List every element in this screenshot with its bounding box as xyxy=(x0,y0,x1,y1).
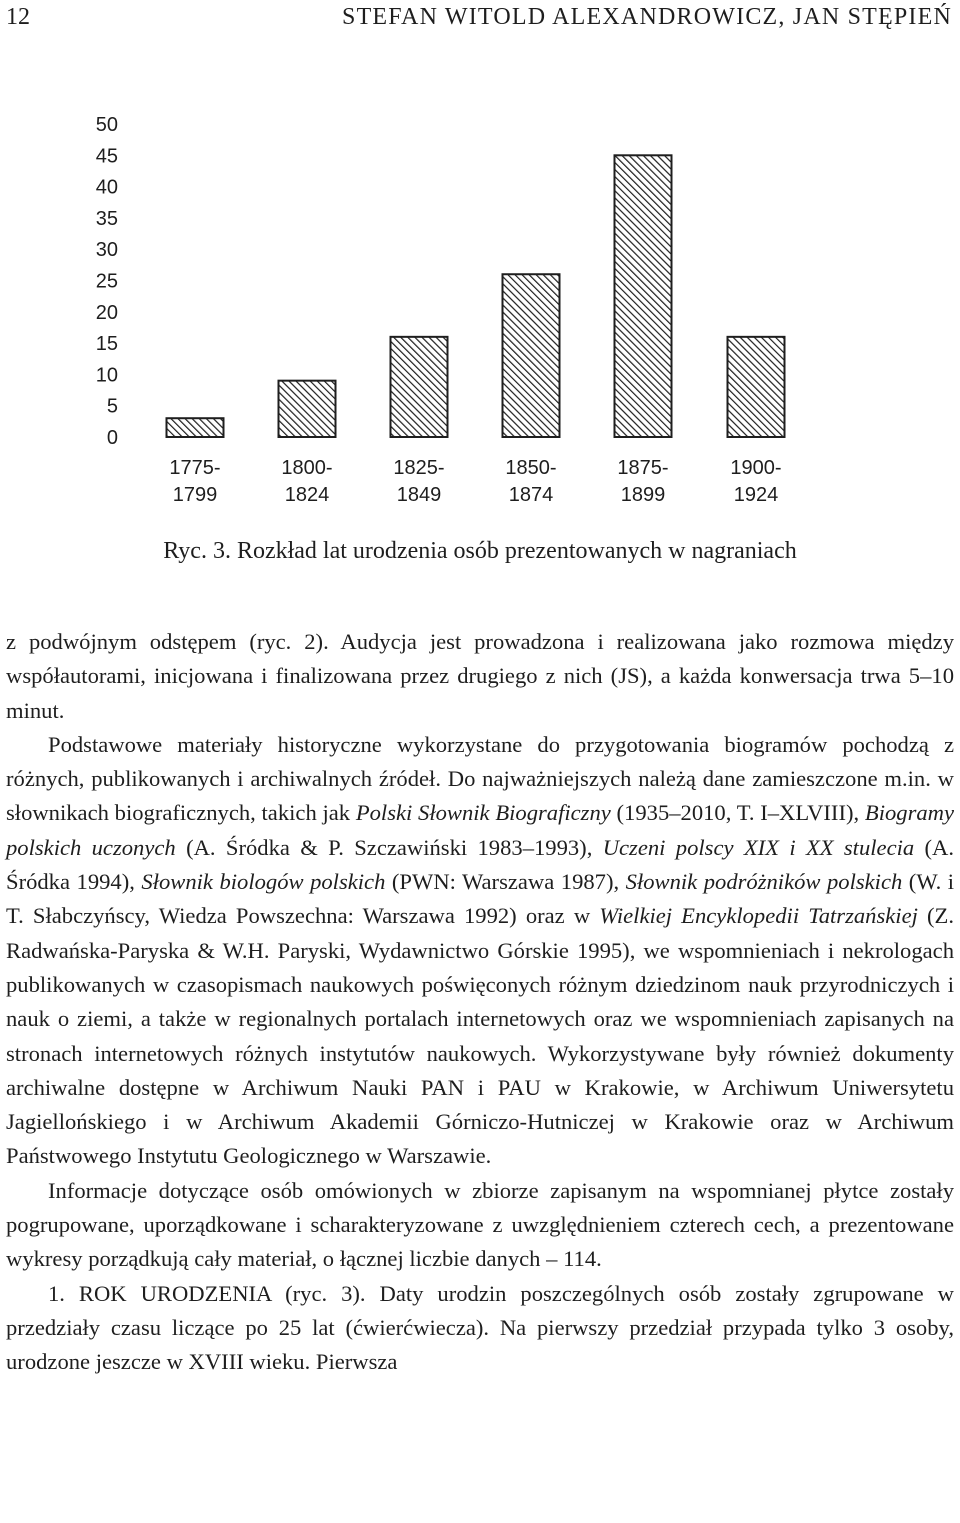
y-tick-label: 45 xyxy=(95,145,118,168)
body-text xyxy=(6,625,954,1380)
title-biogramy-polskich-uczonych: Biogramy polskich uczonych xyxy=(6,800,955,860)
paragraph-2-text: Podstawowe materiały historyczne wykorzystane do przygotowania biogramów pochodzą z różnych, publikowanych i archiwalnych źródeł. Do najważniejszych należą dane zamieszczone m.in. w słownikach biograficznych, takich jak xyxy=(6,731,954,826)
x-tick-label: 1875-1899 xyxy=(617,457,669,506)
title-slownik-podroznikow: Słownik podróżników polskich xyxy=(625,869,903,895)
y-tick-label: 0 xyxy=(106,427,118,449)
paragraph-3: Informacje dotyczące osób omówionych w zbiorze zapisanym na wspomnianej płytce zostały pogrupowane, uporządkowane i scharakteryzowane z uwzględnieniem czterech cech, a prezentowane wykresy porządkują cały materiał, o łącznej liczbie danych – 114. xyxy=(6,1177,954,1272)
x-tick-label: 1850-1874 xyxy=(505,457,557,506)
paragraph-2-text: (PWN: Warszawa 1987), xyxy=(385,869,626,895)
x-tick-label: 1800-1824 xyxy=(281,457,333,506)
x-axis-ticks xyxy=(169,457,781,506)
bars xyxy=(167,155,785,437)
y-axis-ticks xyxy=(96,114,118,449)
paragraph-2-text: (A. Śródka & P. Szczawiński 1983–1993), xyxy=(175,834,603,860)
bar-1900-1924 xyxy=(728,337,785,437)
running-head: STEFAN WITOLD ALEXANDROWICZ, JAN STĘPIEŃ xyxy=(342,4,952,30)
paragraph-2-text: (Z. Radwańska-Paryska & W.H. Paryski, Wydawnictwo Górskie 1995), we wspomnieniach i nekrologach publikowanych w czasopismach naukowych poświęconych różnym dziedzinom nauk przyrodniczych i nauk o ziemi, a także w regionalnych portalach internetowych oraz we wspomnieniach zapisanych na stronach internetowych różnych instytutów naukowych. Wykorzystywane były również dokumenty archiwalne dostępne w Archiwum Nauki PAN i PAU w Krakowie, w Archiwum Uniwersytetu Jagiellońskiego i w Archiwum Akademii Górniczo-Hutniczej w Krakowie oraz w Archiwum Państwowego Instytutu Geologicznego w Warszawie. xyxy=(6,903,954,1169)
title-wielka-encyklopedia-tatrzanska: Wielkiej Encyklopedii Tatrzańskiej xyxy=(599,903,918,929)
page-number: 12 xyxy=(6,4,30,30)
paragraph-2-text: (A. Śródka 1994), xyxy=(6,834,955,895)
figure-caption: Ryc. 3. Rozkład lat urodzenia osób prezentowanych w nagraniach xyxy=(163,538,797,564)
title-uczeni-polscy: Uczeni polscy XIX i XX stulecia xyxy=(602,834,915,860)
bar-1850-1874 xyxy=(503,274,560,437)
y-tick-label: 50 xyxy=(95,114,118,136)
x-tick-label: 1900-1924 xyxy=(730,457,782,506)
bar-1775-1799 xyxy=(167,418,224,437)
paragraph-2-text: (W. i T. Słabczyńscy, Wiedza Powszechna: Warszawa 1992) oraz w xyxy=(6,869,955,929)
bar-1875-1899 xyxy=(615,155,672,437)
paragraph-2 xyxy=(6,728,954,1174)
y-tick-label: 30 xyxy=(95,239,118,262)
title-polski-slownik-biograficzny: Polski Słownik Biograficzny xyxy=(355,800,611,826)
x-tick-label: 1775-1799 xyxy=(169,457,221,506)
y-tick-label: 40 xyxy=(95,176,118,199)
paragraph-2-text: (1935–2010, T. I–XLVIII), xyxy=(610,800,865,826)
paragraph-1: z podwójnym odstępem (ryc. 2). Audycja jest prowadzona i realizowana jako rozmowa między współautorami, inicjowana i finalizowana przez drugiego z nich (JS), a każda konwersacja trwa 5–10 minut. xyxy=(6,629,954,723)
bar-1800-1824 xyxy=(279,381,336,437)
paragraph-4: 1. ROK URODZENIA (ryc. 3). Daty urodzin poszczególnych osób zostały zgrupowane w przedziały czasu liczące po 25 lat (ćwierćwiecza). Na pierwszy przedział przypada tylko 3 osoby, urodzone jeszcze w XVIII wieku. Pierwsza xyxy=(6,1280,954,1375)
y-tick-label: 20 xyxy=(95,301,118,324)
y-tick-label: 15 xyxy=(95,333,118,356)
y-tick-label: 25 xyxy=(95,270,118,293)
page-header xyxy=(0,0,960,40)
birth-year-bar-chart xyxy=(0,100,960,520)
y-tick-label: 35 xyxy=(95,207,118,230)
y-tick-label: 10 xyxy=(95,364,118,387)
bar-1825-1849 xyxy=(391,337,448,437)
y-tick-label: 5 xyxy=(106,395,118,418)
x-tick-label: 1825-1849 xyxy=(393,457,445,506)
title-slownik-biologow: Słownik biologów polskich xyxy=(141,869,386,895)
